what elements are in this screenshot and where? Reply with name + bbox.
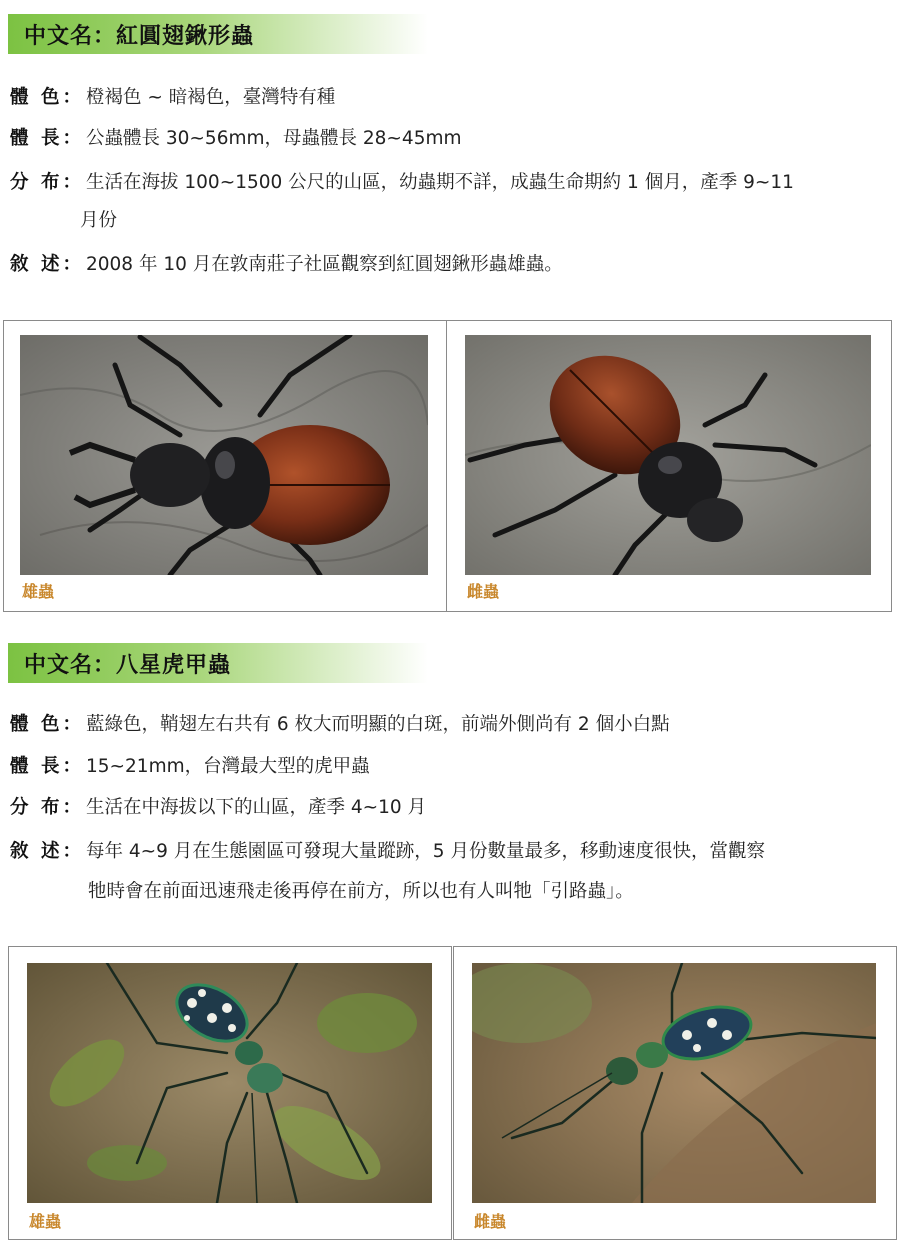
row-label: 分 布：	[10, 797, 84, 818]
row-label: 體 長：	[10, 756, 84, 777]
row-continuation: 牠時會在前面迅速飛走後再停在前方，所以也有人叫牠「引路蟲」。	[88, 881, 634, 902]
row-value: 15~21mm，台灣最大型的虎甲蟲	[86, 756, 370, 777]
row-label: 敘 述：	[10, 841, 84, 862]
photo-frame-male	[3, 320, 447, 612]
section2-title: 中文名：八星虎甲蟲	[24, 653, 232, 678]
tiger-beetle-female-photo	[472, 963, 876, 1203]
section2-header	[8, 643, 428, 683]
row-value: 藍綠色，鞘翅左右共有 6 枚大而明顯的白斑，前端外側尚有 2 個小白點	[86, 714, 670, 735]
row-value: 2008 年 10 月在敦南莊子社區觀察到紅圓翅鍬形蟲雄蟲。	[86, 254, 563, 275]
section1-title: 中文名：紅圓翅鍬形蟲	[24, 24, 255, 49]
stag-beetle-male-photo	[20, 335, 428, 575]
photo-caption: 雄蟲	[22, 582, 55, 601]
row-value: 生活在中海拔以下的山區，產季 4~10 月	[86, 797, 427, 818]
section1-header	[8, 14, 428, 54]
row-label: 體 長：	[10, 128, 84, 149]
photo-caption: 雌蟲	[467, 582, 500, 601]
photo-caption: 雄蟲	[29, 1212, 62, 1231]
row-label: 體 色：	[10, 87, 84, 108]
row-value: 公蟲體長 30~56mm，母蟲體長 28~45mm	[86, 128, 462, 149]
photo-frame-male	[8, 946, 452, 1240]
photo-caption: 雌蟲	[474, 1212, 507, 1231]
row-label: 分 布：	[10, 172, 84, 193]
stag-beetle-female-photo	[465, 335, 871, 575]
row-value: 生活在海拔 100~1500 公尺的山區，幼蟲期不詳，成蟲生命期約 1 個月，產季 9~11	[86, 172, 794, 193]
photo-frame-female	[446, 320, 892, 612]
row-value: 橙褐色 ~ 暗褐色，臺灣特有種	[86, 87, 336, 108]
row-value: 每年 4~9 月在生態園區可發現大量蹤跡，5 月份數量最多，移動速度很快，當觀察	[86, 841, 765, 862]
row-label: 體 色：	[10, 714, 84, 735]
row-continuation: 月份	[80, 210, 118, 231]
photo-frame-female	[453, 946, 897, 1240]
row-label: 敘 述：	[10, 254, 84, 275]
tiger-beetle-male-photo	[27, 963, 432, 1203]
